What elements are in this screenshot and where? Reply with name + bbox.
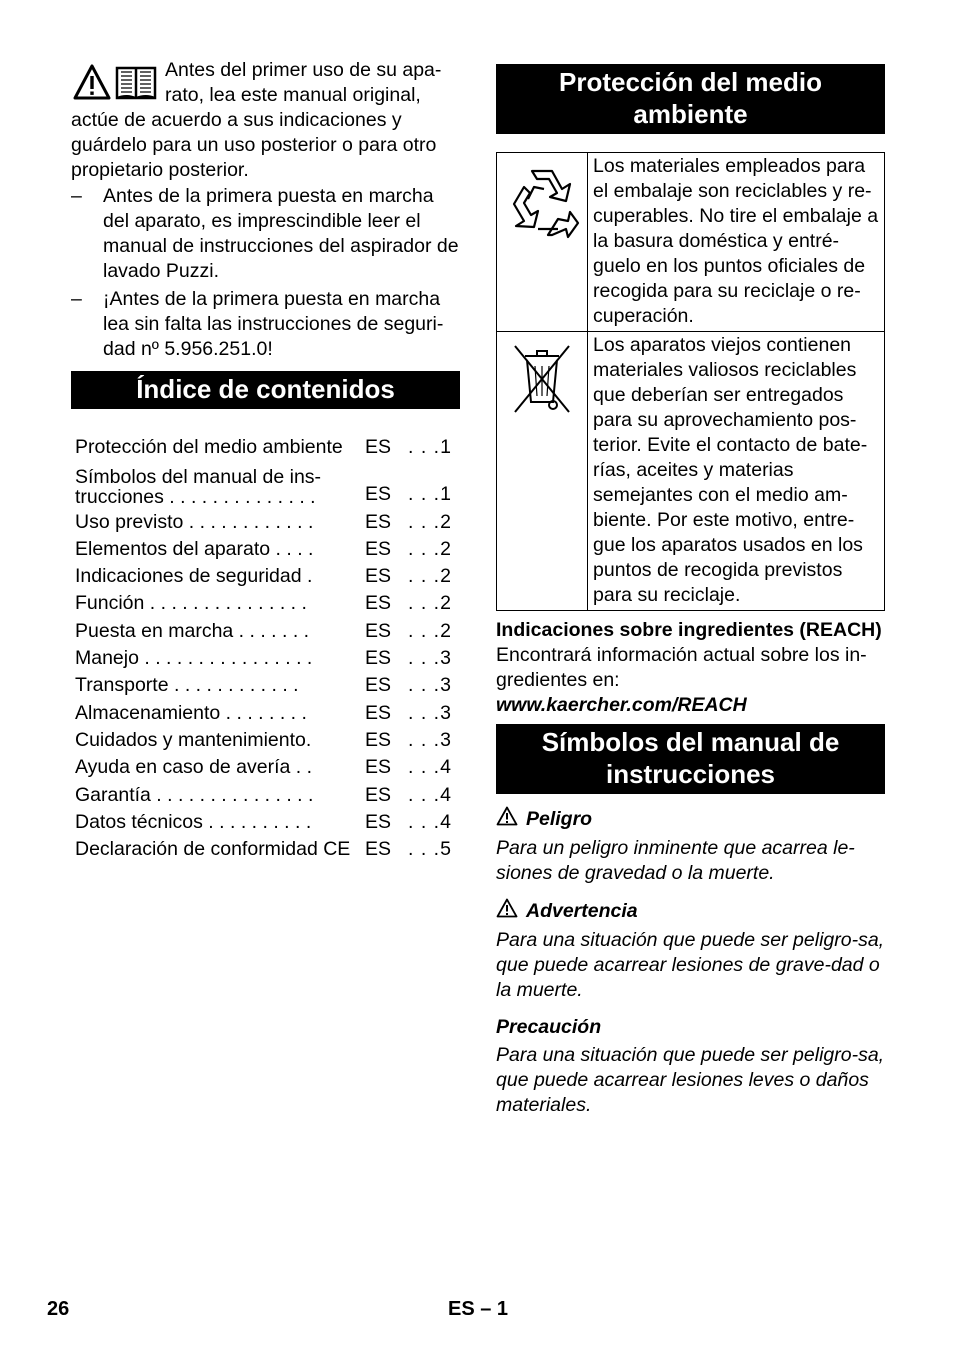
toc-entry-lang: ES bbox=[365, 510, 392, 533]
symbol-label: Precaución bbox=[496, 1016, 602, 1038]
toc-entry-title: Cuidados y mantenimiento. bbox=[75, 728, 312, 751]
reach-text: Encontrará información actual sobre los in-gredientes en: bbox=[496, 644, 867, 691]
toc-entry[interactable] bbox=[75, 698, 460, 725]
toc-entry[interactable] bbox=[75, 562, 460, 589]
toc-entry-page: . . .4 bbox=[408, 756, 452, 779]
toc-entry-lang: ES bbox=[365, 674, 392, 697]
toc-entry-page: . . .3 bbox=[408, 728, 452, 751]
toc-entry[interactable] bbox=[75, 808, 460, 835]
toc-entry[interactable] bbox=[75, 780, 460, 807]
toc-entry-title: Datos técnicos . . . . . . . . . . bbox=[75, 810, 312, 833]
toc-entry-lang: ES bbox=[365, 647, 392, 670]
toc-entry-lang: ES bbox=[365, 565, 392, 588]
symbol-label: Advertencia bbox=[526, 900, 638, 922]
toc-entry-title: Manejo . . . . . . . . . . . . . . . . bbox=[75, 647, 313, 670]
table-row bbox=[497, 153, 885, 332]
symbols-heading: Símbolos del manual de instrucciones bbox=[496, 724, 885, 794]
toc-entry-title: Ayuda en caso de avería . . bbox=[75, 756, 313, 779]
toc-entry[interactable] bbox=[75, 753, 460, 780]
right-column bbox=[496, 64, 885, 1118]
list-item: – ¡Antes de la primera puesta en marcha lea sin falta las instrucciones de seguri-dad nº 5.956.251.0! bbox=[71, 288, 444, 360]
toc-entry[interactable] bbox=[75, 671, 460, 698]
toc-entry-title: Garantía . . . . . . . . . . . . . . . bbox=[75, 783, 314, 806]
toc-entry[interactable] bbox=[75, 835, 460, 862]
toc-entry-lang: ES bbox=[365, 838, 392, 861]
toc-entry-page: . . .4 bbox=[408, 810, 452, 833]
warning-icon bbox=[496, 806, 518, 833]
toc-entry-page: . . .3 bbox=[408, 647, 452, 670]
list-item: – Antes de la primera puesta en marcha del aparato, es imprescindible leer el manual de instrucciones del aspirador de lavado Puzzi. bbox=[71, 185, 459, 282]
toc-entry-title: Declaración de conformidad CE bbox=[75, 838, 351, 861]
toc-entry[interactable] bbox=[75, 460, 460, 507]
toc-entry-title: Elementos del aparato . . . . bbox=[75, 537, 314, 560]
symbol-warning bbox=[496, 898, 885, 1003]
intro-section bbox=[71, 58, 460, 362]
symbol-description: Para un peligro inminente que acarrea le-siones de gravedad o la muerte. bbox=[496, 837, 855, 884]
toc-entry-lang: ES bbox=[365, 483, 392, 506]
symbol-description: Para una situación que puede ser peligro-sa, que puede acarrear lesiones de grave-dad o la muerte. bbox=[496, 929, 885, 1001]
toc-entry-title: Símbolos del manual de ins-trucciones . . . . . . . . . . . . . . bbox=[75, 466, 322, 509]
intro-text: Antes del primer uso de su apa-rato, lea este manual original, actúe de acuerdo a sus indicaciones y guárdelo para un uso posterior o para otro propietario posterior. bbox=[71, 59, 442, 181]
toc-entry[interactable] bbox=[75, 433, 460, 460]
toc-entry-page: . . .3 bbox=[408, 701, 452, 724]
toc-entry[interactable] bbox=[75, 507, 460, 534]
toc-entry-page: . . .2 bbox=[408, 592, 452, 615]
toc-entry[interactable] bbox=[75, 616, 460, 643]
manual-book-icon bbox=[115, 64, 157, 107]
recycle-icon bbox=[504, 224, 580, 246]
weee-text: Los aparatos viejos contienen materiales valiosos reciclables que deberían ser entregados para su aprovechamiento pos-terior. Evite el contacto de bate-rías, aceites y materias semejantes con el medio am-biente. Por este motivo, entre-gue los aparatos usados en los puntos de recogida previstos para su reciclaje. bbox=[588, 332, 885, 611]
recycle-text: Los materiales empleados para el embalaje son reciclables y re-cuperables. No tire el embalaje a la basura doméstica y entré-guelo en los puntos oficiales de recogida para su reciclaje o re-cuperación. bbox=[588, 153, 885, 332]
symbol-description: Para una situación que puede ser peligro-sa, que puede acarrear lesiones leves o daños materiales. bbox=[496, 1044, 885, 1116]
toc-entry-lang: ES bbox=[365, 592, 392, 615]
toc-entry-title: Transporte . . . . . . . . . . . . bbox=[75, 674, 299, 697]
toc-entry-page: . . .5 bbox=[408, 838, 452, 861]
warning-icon bbox=[496, 898, 518, 925]
footer-lang-page: ES – 1 bbox=[448, 1298, 509, 1320]
toc-entry-title: Almacenamiento . . . . . . . . bbox=[75, 701, 307, 724]
toc-entry-lang: ES bbox=[365, 728, 392, 751]
toc-entry-lang: ES bbox=[365, 783, 392, 806]
crossed-bin-icon bbox=[511, 399, 573, 421]
toc-entry[interactable] bbox=[75, 644, 460, 671]
environment-heading: Protección del medio ambiente bbox=[496, 64, 885, 134]
left-column bbox=[71, 58, 460, 862]
toc-entry[interactable] bbox=[75, 589, 460, 616]
toc-entry-title: Indicaciones de seguridad . bbox=[75, 565, 313, 588]
symbol-danger bbox=[496, 806, 885, 886]
toc-entry-title: Uso previsto . . . . . . . . . . . . bbox=[75, 510, 314, 533]
crossed-bin-icon-cell bbox=[497, 332, 588, 611]
warning-icon bbox=[73, 64, 111, 107]
toc-entry-page: . . .2 bbox=[408, 510, 452, 533]
reach-link[interactable]: www.kaercher.com/REACH bbox=[496, 694, 747, 716]
toc-entry-page: . . .2 bbox=[408, 537, 452, 560]
toc-entry[interactable] bbox=[75, 535, 460, 562]
symbol-caution bbox=[496, 1015, 885, 1118]
toc-entry-page: . . .2 bbox=[408, 619, 452, 642]
toc-entry-lang: ES bbox=[365, 701, 392, 724]
toc-entry-page: . . .1 bbox=[408, 483, 452, 506]
toc-entry-title: Función . . . . . . . . . . . . . . . bbox=[75, 592, 307, 615]
toc-entry[interactable] bbox=[75, 726, 460, 753]
table-row bbox=[497, 332, 885, 611]
toc-entry-page: . . .3 bbox=[408, 674, 452, 697]
toc-entry-lang: ES bbox=[365, 537, 392, 560]
intro-bullets bbox=[71, 184, 460, 362]
toc-entry-lang: ES bbox=[365, 756, 392, 779]
toc-entry-title: Protección del medio ambiente bbox=[75, 436, 343, 459]
toc-entry-page: . . .4 bbox=[408, 783, 452, 806]
reach-title: Indicaciones sobre ingredientes (REACH) bbox=[496, 619, 882, 641]
symbol-label: Peligro bbox=[526, 808, 593, 830]
page-number: 26 bbox=[47, 1298, 70, 1320]
recycle-icon-cell bbox=[497, 153, 588, 332]
toc-entry-lang: ES bbox=[365, 619, 392, 642]
toc-entry-title: Puesta en marcha . . . . . . . bbox=[75, 619, 310, 642]
intro-icons bbox=[73, 64, 157, 107]
toc-entry-page: . . .2 bbox=[408, 565, 452, 588]
toc-heading: Índice de contenidos bbox=[71, 371, 460, 409]
toc-entry-page: . . .1 bbox=[408, 436, 452, 459]
environment-table bbox=[496, 152, 885, 611]
table-of-contents bbox=[75, 433, 460, 862]
toc-entry-lang: ES bbox=[365, 436, 392, 459]
toc-entry-lang: ES bbox=[365, 810, 392, 833]
